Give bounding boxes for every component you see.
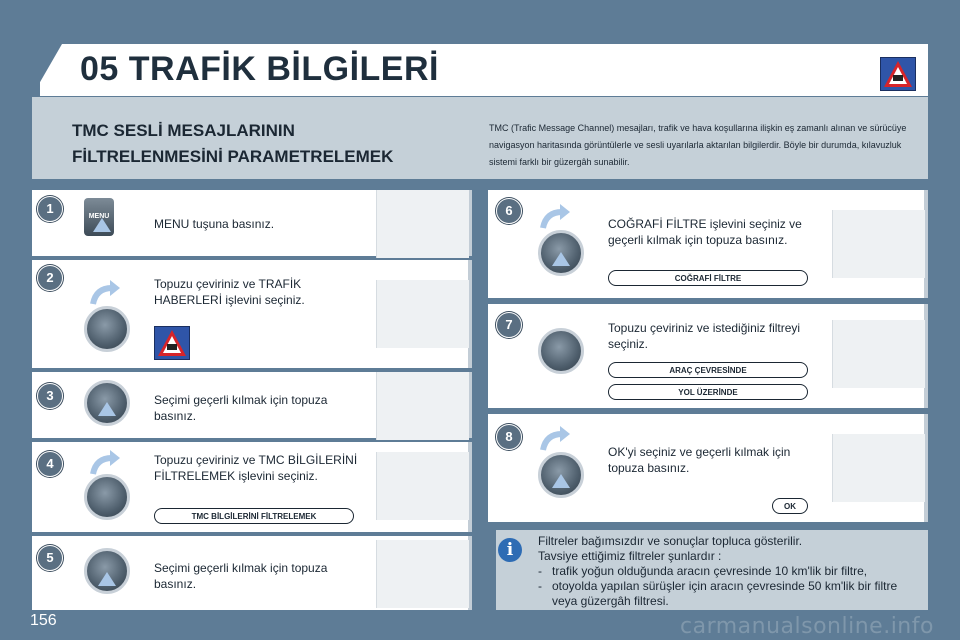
radio-panel-icon [832, 434, 925, 502]
info-line2: Tavsiye ettiğimiz filtreler şunlardır : [538, 549, 722, 563]
knob-icon [84, 306, 130, 352]
radio-panel-icon [832, 320, 925, 388]
radio-panel-icon [376, 190, 469, 258]
step-2-text: Topuzu çeviriniz ve TRAFİK HABERLERİ işlevini seçiniz. [154, 277, 305, 307]
radio-panel-icon [832, 210, 925, 278]
step-7-badge: 7 [496, 312, 522, 338]
step-4-badge: 4 [37, 451, 63, 477]
traffic-warning-icon [154, 326, 190, 360]
menu-option-ok[interactable]: OK [772, 498, 808, 514]
menu-option-around-vehicle[interactable]: ARAÇ ÇEVRESİNDE [608, 362, 808, 378]
section-title-line1: TMC SESLİ MESAJLARININ [72, 121, 295, 140]
bullet-dash: - [538, 564, 542, 578]
step-8-badge: 8 [496, 424, 522, 450]
push-arrow-icon [93, 218, 111, 232]
step-7 [488, 304, 928, 408]
radio-panel-icon [376, 452, 469, 520]
menu-option-on-route[interactable]: YOL ÜZERİNDE [608, 384, 808, 400]
title-notch [32, 44, 62, 96]
section-title [72, 118, 462, 170]
step-6-text: COĞRAFİ FİLTRE işlevini seçiniz ve geçerli kılmak için topuza basınız. [608, 217, 802, 247]
step-4 [32, 442, 472, 532]
step-1-badge: 1 [37, 196, 63, 222]
rotate-arrow-icon [90, 450, 120, 476]
rotate-arrow-icon [540, 204, 570, 230]
menu-button-icon: MENU [84, 198, 114, 236]
step-8 [488, 414, 928, 522]
radio-panel-icon [376, 540, 469, 608]
step-6-badge: 6 [496, 198, 522, 224]
knob-icon [84, 548, 130, 594]
step-1-text: MENU tuşuna basınız. [154, 217, 275, 231]
info-bullet-1 [538, 564, 918, 579]
step-3-badge: 3 [37, 383, 63, 409]
step-2-badge: 2 [37, 265, 63, 291]
knob-icon [84, 474, 130, 520]
info-bullet-1-text: trafik yoğun olduğunda aracın çevresinde 10 km'lik bir filtre, [552, 564, 868, 578]
step-8-text: OK'yi seçiniz ve geçerli kılmak için topuza basınız. [608, 445, 791, 475]
radio-panel-icon [376, 280, 469, 348]
step-3 [32, 372, 472, 438]
push-arrow-icon [552, 474, 570, 488]
section-title-line2: FİLTRELENMESİNİ PARAMETRELEMEK [72, 147, 394, 166]
bullet-dash: - [538, 579, 542, 593]
radio-panel-icon [376, 372, 469, 440]
push-arrow-icon [552, 252, 570, 266]
page-number: 156 [30, 612, 57, 629]
info-bullet-2-text: otoyolda yapılan sürüşler için aracın çevresinde 50 km'lik bir filtre veya güzergâh filtresi. [552, 579, 898, 608]
rotate-arrow-icon [540, 426, 570, 452]
step-6 [488, 190, 928, 298]
info-line1: Filtreler bağımsızdır ve sonuçlar topluca gösterilir. [538, 534, 803, 548]
step-7-text: Topuzu çeviriniz ve istediğiniz filtreyi seçiniz. [608, 321, 801, 351]
info-bullet-2 [538, 579, 918, 609]
push-arrow-icon [98, 402, 116, 416]
step-2 [32, 260, 472, 368]
page-title: 05 TRAFİK BİLGİLERİ [80, 50, 439, 88]
menu-option-geo-filter[interactable]: COĞRAFİ FİLTRE [608, 270, 808, 286]
knob-icon [538, 328, 584, 374]
section-description: TMC (Trafic Message Channel) mesajları, trafik ve hava koşullarına ilişkin eş zamanlı alınan ve sürücüye navigasyon haritasında görüntülerle ve sesli uyarılarla aktarılan bilgilerdir. Böyle bir durumda, kılavuzluk sistemi farklı bir güzergâh sunabilir. [489, 123, 907, 167]
info-icon: i [498, 538, 522, 562]
rotate-arrow-icon [90, 280, 120, 306]
step-1 [32, 190, 472, 256]
step-5-text: Seçimi geçerli kılmak için topuza basınız. [154, 561, 328, 591]
menu-option-tmc-filter[interactable]: TMC BİLGİLERİNİ FİLTRELEMEK [154, 508, 354, 524]
push-arrow-icon [98, 572, 116, 586]
step-5 [32, 536, 472, 610]
info-text [538, 534, 918, 609]
step-3-text: Seçimi geçerli kılmak için topuza basınız. [154, 393, 328, 423]
step-4-text: Topuzu çeviriniz ve TMC BİLGİLERİNİ FİLTRELEMEK işlevini seçiniz. [154, 453, 358, 483]
step-5-badge: 5 [37, 545, 63, 571]
watermark: carmanualsonline.info [680, 614, 934, 639]
traffic-warning-icon [880, 57, 916, 91]
